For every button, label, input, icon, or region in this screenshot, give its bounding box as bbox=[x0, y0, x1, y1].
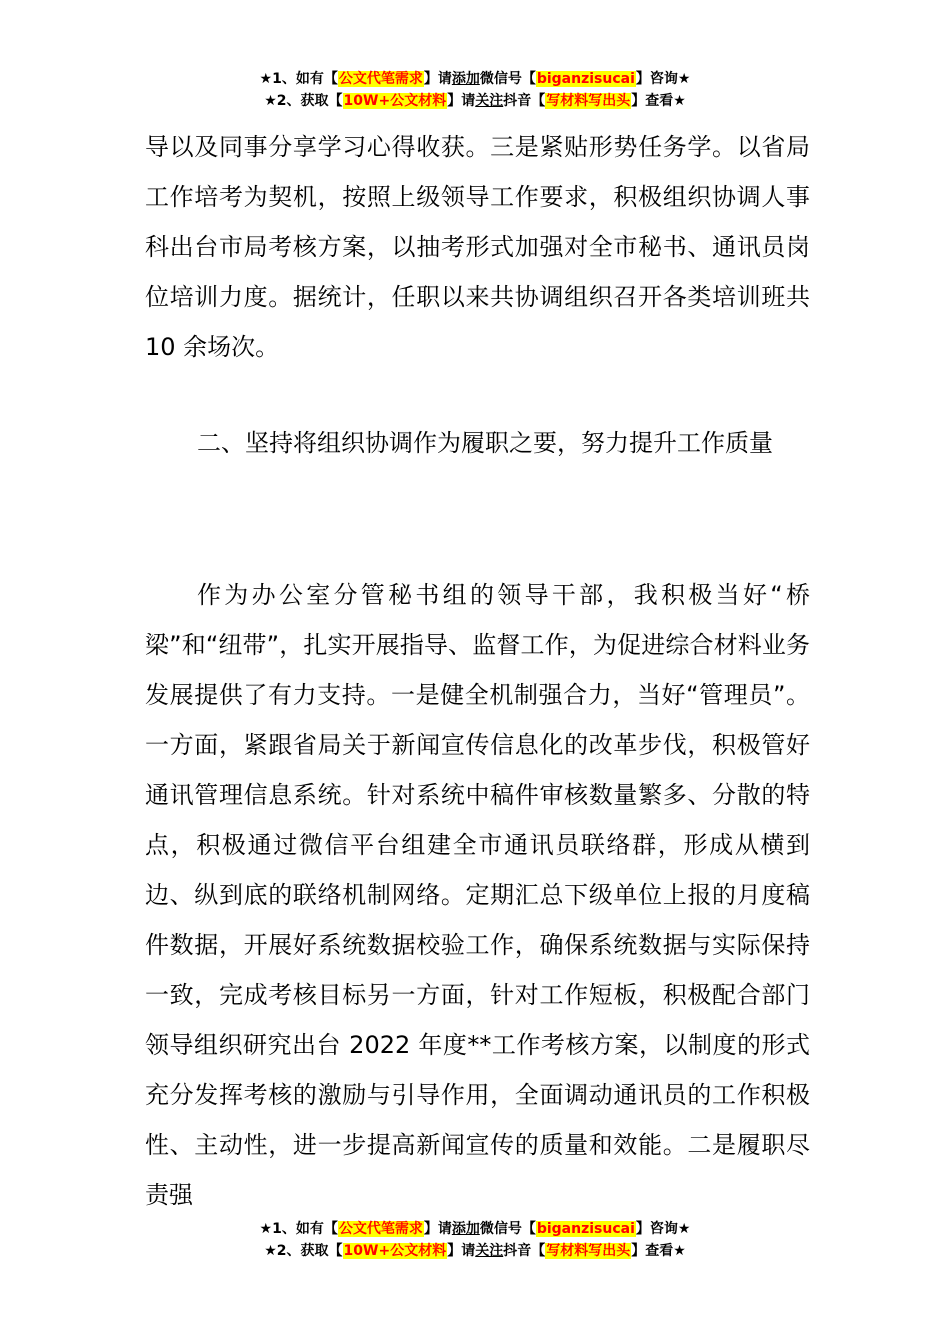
banner-line-2 bbox=[0, 1240, 950, 1262]
highlight-materials: 10W+公文材料 bbox=[343, 1243, 447, 1259]
banner-text: 1、如有【 bbox=[272, 71, 338, 87]
star-icon: ★ bbox=[264, 93, 277, 109]
footer-banner bbox=[0, 1218, 950, 1262]
banner-text: 】查看 bbox=[631, 93, 674, 109]
banner-underlined: 添加 bbox=[451, 71, 480, 87]
highlight-materials: 10W+公文材料 bbox=[343, 93, 447, 109]
paragraph-text: 导以及同事分享学习心得收获。三是紧贴形势任务学。以省局工作培考为契机，按照上级领导工作要求，积极组织协调人事科出台市局考核方案，以抽考形式加强对全市秘书、通讯员岗位培训力度。据统计，任职以来共协调组织召开各类培训班共 10 余场次。 bbox=[145, 133, 810, 361]
banner-text: 】请 bbox=[423, 1221, 452, 1237]
banner-text: 】请 bbox=[447, 93, 476, 109]
highlight-service: 公文代笔需求 bbox=[338, 1221, 423, 1237]
banner-line-1 bbox=[0, 1218, 950, 1240]
paragraph-body bbox=[145, 570, 810, 1220]
header-banner bbox=[0, 68, 950, 112]
banner-underlined: 添加 bbox=[451, 1221, 480, 1237]
banner-text: 微信号【 bbox=[479, 71, 536, 87]
highlight-service: 公文代笔需求 bbox=[338, 71, 423, 87]
banner-text: 1、如有【 bbox=[272, 1221, 338, 1237]
banner-text: 抖音【 bbox=[503, 93, 546, 109]
star-icon: ★ bbox=[264, 1243, 277, 1259]
star-icon: ★ bbox=[677, 71, 691, 87]
banner-underlined: 关注 bbox=[475, 93, 504, 109]
banner-text: 】请 bbox=[423, 71, 452, 87]
banner-text: 抖音【 bbox=[503, 1243, 546, 1259]
banner-text: 微信号【 bbox=[479, 1221, 536, 1237]
paragraph-continuation bbox=[145, 122, 810, 372]
star-icon: ★ bbox=[677, 1221, 691, 1237]
highlight-douyin-account: 写材料写出头 bbox=[546, 93, 631, 109]
banner-text: 】咨询 bbox=[635, 71, 678, 87]
heading-text: 二、坚持将组织协调作为履职之要，努力提升工作质量 bbox=[197, 429, 773, 457]
star-icon: ★ bbox=[259, 71, 273, 87]
star-icon: ★ bbox=[673, 93, 686, 109]
banner-line-2 bbox=[0, 90, 950, 112]
highlight-wechat-id: biganzisucai bbox=[536, 71, 635, 87]
banner-text: 】查看 bbox=[631, 1243, 674, 1259]
banner-text: 2、获取【 bbox=[276, 93, 343, 109]
highlight-wechat-id: biganzisucai bbox=[536, 1221, 635, 1237]
banner-text: 2、获取【 bbox=[276, 1243, 343, 1259]
highlight-douyin-account: 写材料写出头 bbox=[546, 1243, 631, 1259]
section-heading bbox=[145, 418, 810, 468]
star-icon: ★ bbox=[259, 1221, 273, 1237]
banner-underlined: 关注 bbox=[475, 1243, 504, 1259]
banner-line-1 bbox=[0, 68, 950, 90]
star-icon: ★ bbox=[673, 1243, 686, 1259]
banner-text: 】请 bbox=[447, 1243, 476, 1259]
paragraph-text: 作为办公室分管秘书组的领导干部，我积极当好“桥梁”和“纽带”，扎实开展指导、监督工作，为促进综合材料业务发展提供了有力支持。一是健全机制强合力，当好“管理员”。一方面，紧跟省局关于新闻宣传信息化的改革步伐，积极管好通讯管理信息系统。针对系统中稿件审核数量繁多、分散的特点，积极通过微信平台组建全市通讯员联络群，形成从横到边、纵到底的联络机制网络。定期汇总下级单位上报的月度稿件数据，开展好系统数据校验工作，确保系统数据与实际保持一致，完成考核目标另一方面，针对工作短板，积极配合部门领导组织研究出台 2022 年度**工作考核方案，以制度的形式充分发挥考核的激励与引导作用，全面调动通讯员的工作积极性、主动性，进一步提高新闻宣传的质量和效能。二是履职尽责强 bbox=[145, 581, 810, 1209]
banner-text: 】咨询 bbox=[635, 1221, 678, 1237]
